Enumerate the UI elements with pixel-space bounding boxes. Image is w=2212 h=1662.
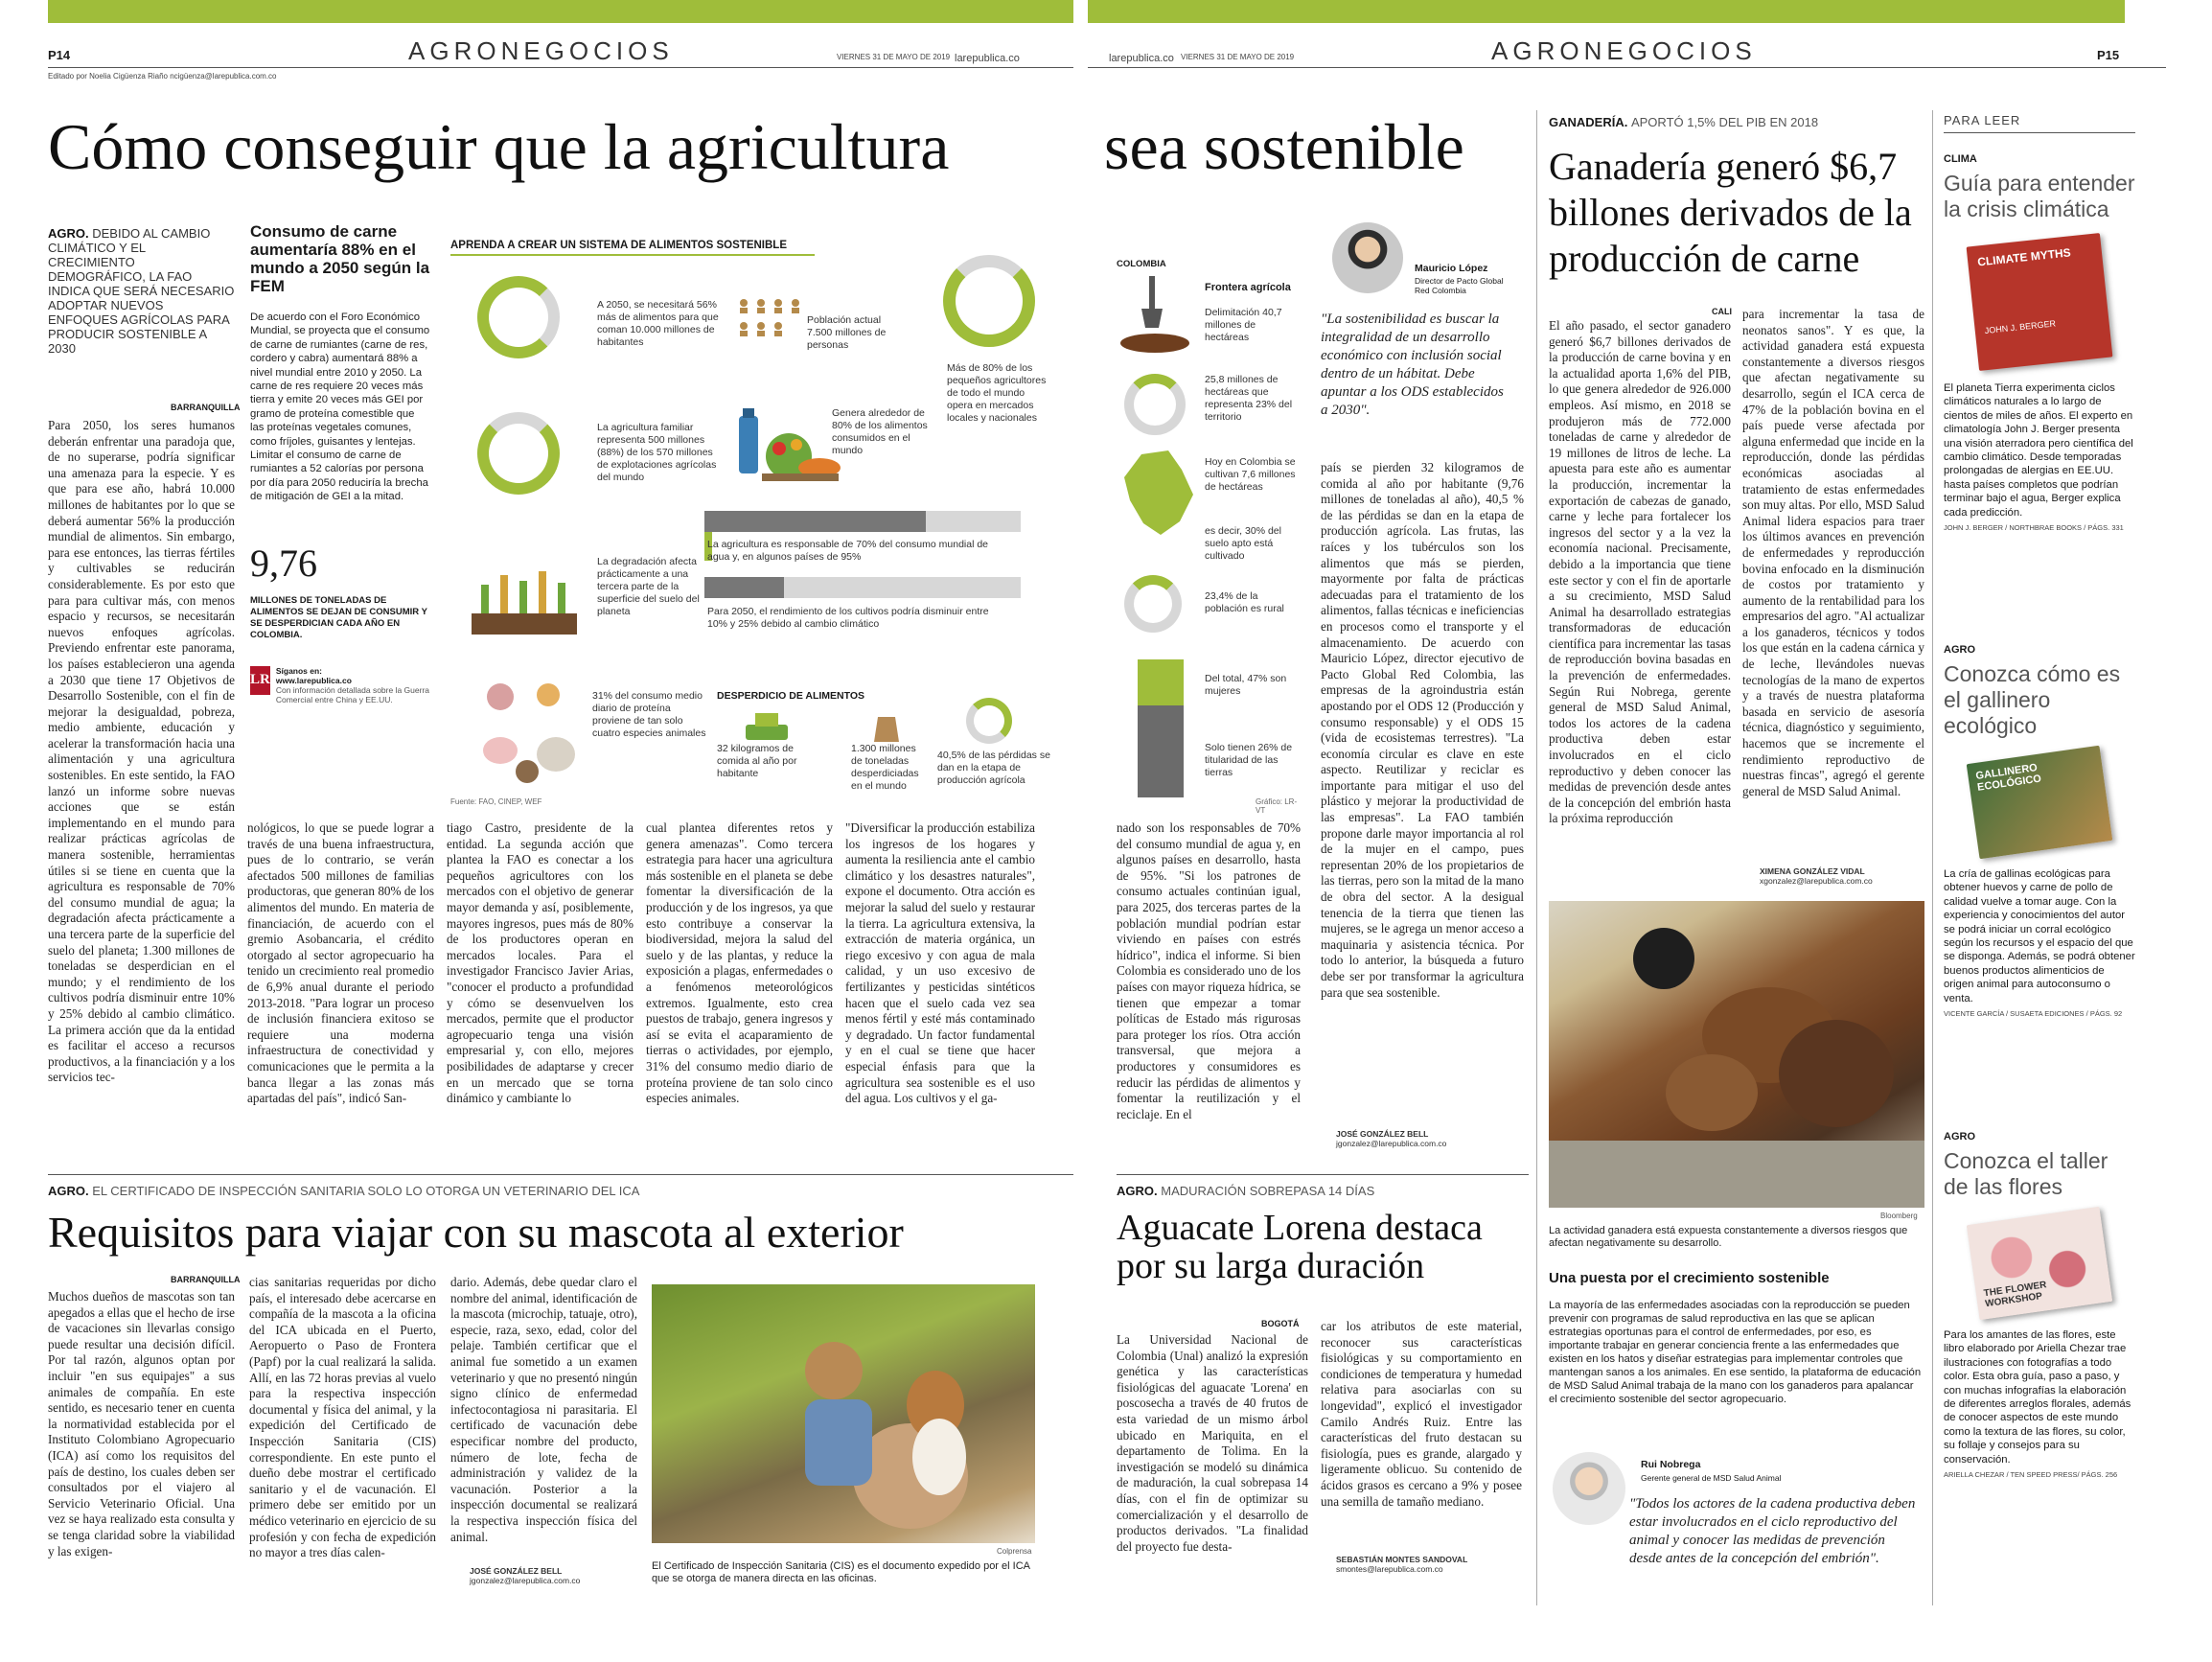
cattle-lead: APORTÓ 1,5% DEL PIB EN 2018 [1630, 115, 1819, 129]
infographic [450, 240, 1064, 811]
nobrega-quote: "Todos los actores de la cadena productiva deben estar involucrados en el ciclo reproductivo del animal y conocer las medidas de prevención desde antes de la concepción del embrión". [1629, 1496, 1916, 1566]
waste-3: 40,5% de las pérdidas se dan en la etapa de producción agrícola [937, 750, 1050, 786]
main-byline [1336, 1129, 1446, 1148]
avocado-col-1: La Universidad Nacional de Colombia (Unal) analizó la expresión genética y las características fisiológicas del aguacate 'Lorena' en poscosecha a través de 40 frutos de esta variedad de un mismo árbol ubicado en Mariquita, en el departamento de Tolima. En la investigación se modeló su dinámica de maduración, la cual sobrepasa 14 días, con el fin de optimizar su comercialización y el desarrollo de productos derivados. "La finalidad del proyecto fue desta- [1117, 1332, 1308, 1554]
frontier-title: Frontera agrícola [1205, 282, 1291, 293]
para-leer-header: PARA LEER [1944, 113, 2021, 127]
book-1-cover-title: CLIMATE MYTHS [1976, 245, 2072, 269]
pets-byline [470, 1566, 580, 1585]
colombia-map [1122, 450, 1195, 537]
avocado-lead: MADURACIÓN SOBREPASA 14 DÍAS [1161, 1184, 1375, 1198]
top-accent-bar-right [1088, 0, 2125, 23]
info-item-9: 31% del consumo medio diario de proteína proviene de tan solo cuatro especies animales [592, 690, 706, 739]
avocado-kicker: AGRO. [1117, 1184, 1158, 1198]
book-2 [1944, 644, 2135, 1018]
colombia-label: COLOMBIA [1117, 259, 1166, 269]
header-rule-left [48, 67, 1073, 68]
avocado-headline: Aguacate Lorena destaca por su larga duración [1117, 1208, 1483, 1286]
pets-headline: Requisitos para viajar con su mascota al exterior [48, 1208, 904, 1257]
pets-author: JOSÉ GONZÁLEZ BELL [470, 1566, 563, 1576]
page-number-right: P15 [2097, 48, 2120, 62]
avocado-kicker-line [1117, 1184, 1374, 1198]
women: Del total, 47% son mujeres [1205, 673, 1287, 697]
book-1-cover-author: JOHN J. BERGER [1984, 318, 2057, 336]
book-1-tag: CLIMA [1944, 153, 1977, 165]
book-3-cover-title: THE FLOWER WORKSHOP [1983, 1280, 2048, 1310]
cattle-col-1: El año pasado, el sector ganadero generó $6,7 billones derivados de la producción de carne bovina y en la actualidad aporta 1,6% del PIB, lo que genera alrededor de 926.000 empleos. Así mismo, en 2018 se produjeron más de 772.000 toneladas de carne y alrededor de 19 millones de litros de leche. La apuesta para este año es aumentar la producción, incrementar la exportación de cabezas de ganado, carne y leche para fortalecer los ingresos del sector y a la vez la economía nacional. Precisamente, debido a la importancia que tiene este sector y con el fin de aportarle a su crecimiento, MSD Salud Animal ha desarrollado estrategias transformadoras de educación científica para incrementar las tasas de reproducción bovina basadas en la prevención de enfermedades. Según Rui Nobrega, gerente general de MSD Salud Animal, todos los actores de la cadena productiva deben estar involucrados en el ciclo reproductivo y deben conocer las medidas de prevención desde antes de la concepción del embrión hasta la próxima reproducción [1549, 318, 1731, 826]
boy-dog-image [652, 1284, 1035, 1543]
book-3-tag: AGRO [1944, 1131, 1975, 1143]
cattle-box-text: La mayoría de las enfermedades asociadas con la reproducción se pueden prevenir con programas de salud reproductiva en las que se aplican estrategias oportunas para el control de enfermedades, por eso, es importante trabajar en generar conciencia frente a las enfermedades que existen en los hatos y diseñar estrategias para implementar controles que mantengan sanos a los animales. En ese sentido, la plataforma de educación de MSD Salud Animal trabaja de la mano con los ganaderos para apalancar el crecimiento sostenible del sector agropecuario. [1549, 1300, 1922, 1405]
divider-books [1932, 110, 1933, 1605]
cattle-author: XIMENA GONZÁLEZ VIDAL [1760, 866, 1865, 876]
book-3-text: Para los amantes de las flores, este libro elaborado por Ariella Chezar trae ilustraciones con fotografías a todo color. Esta obra guía, paso a paso, y con muchas infografías la elaboración de diferentes arreglos florales, además de conocer aspectos de este mundo como la textura de las flores, su color, su follaje y consejos para su conservación. [1944, 1329, 2131, 1466]
nobrega-role: Gerente general de MSD Salud Animal [1641, 1473, 1782, 1483]
book-1-title: Guía para entender la crisis climática [1944, 171, 2135, 221]
section-title-left: AGRONEGOCIOS [408, 36, 674, 65]
lopez-role: Director de Pacto Global Red Colombia [1415, 276, 1504, 295]
date-left: VIERNES 31 DE MAYO DE 2019 [837, 53, 951, 61]
pets-col-2: cias sanitarias requeridas por dicho país, el interesado debe acercarse en compañía de la mascota a la oficina del ICA ubicada en el Puerto, Aeropuerto o Paso de Frontera (Papf) por la cual realizará la salida. Allí, en las 72 horas previas al vuelo para la respectiva inspección documental y física del animal, y la expedición del Certificado de Inspección Sanitaria (CIS) correspondiente. En este punto el dueño debe mostrar el certificado sanitario y el de vacunación. El primero debe ser emitido por un médico veterinario en ejercicio de su profesión y con fecha de expedición no mayor a tres días calen- [249, 1275, 436, 1560]
cattle-byline [1760, 866, 1873, 886]
ring-88 [477, 412, 560, 495]
divider-cattle [1536, 110, 1537, 1605]
soil-icon [472, 556, 577, 636]
follow-box [250, 666, 430, 704]
book-3-credit: ARIELLA CHEZAR / TEN SPEED PRESS/ PÁGS. 256 [1944, 1470, 2118, 1480]
yield-bar-fill [704, 577, 784, 598]
cattle-author-email[interactable]: xgonzalez@larepublica.com.co [1760, 876, 1873, 886]
cultivated-pct: es decir, 30% del suelo apto está cultivado [1205, 525, 1281, 562]
avocado-rule [1117, 1174, 1529, 1175]
book-2-credit: VICENTE GARCÍA / SUSAETA EDICIONES / PÁGS. 92 [1944, 1009, 2123, 1019]
nobrega-name: Rui Nobrega [1641, 1459, 1701, 1470]
ring-56 [477, 276, 560, 358]
book-3-cover [1967, 1207, 2113, 1321]
people-icons [736, 297, 803, 347]
infographic-source: Fuente: FAO, CINEP, WEF [450, 797, 542, 806]
ring-80 [943, 255, 1035, 347]
main-col-4: cual plantea diferentes retos y genera amenazas". Como tercera estrategia para hacer una agricultura más sostenible en el planeta se debe fomentar la diversificación de la producción y de los ingresos, ya que esto contribuye a conservar la biodiversidad, mejora la salud del suelo y de las plantas, y reduce la exposición a plagas, enfermedades o a fenómenos meteorológicos extremos. Igualmente, esto crea puestos de trabajo, genera ingresos y así se evita el acaparamiento de tierras o actividades, por ejemplo, 31% del consumo medio diario de proteína proviene de tan solo cinco especies animales. [646, 820, 833, 1106]
cattle-photo [1549, 901, 1924, 1208]
cultivated: Hoy en Colombia se cultivan 7,6 millones de hectáreas [1205, 456, 1296, 493]
pets-dateline: BARRANQUILLA [171, 1275, 241, 1284]
avocado-dateline: BOGOTÁ [1261, 1319, 1300, 1328]
rural: 23,4% de la población es rural [1205, 590, 1284, 614]
section-title-right: AGRONEGOCIOS [1491, 36, 1757, 65]
waste-2: 1.300 millones de toneladas desperdiciadas en el mundo [851, 743, 919, 792]
ring-23-4 [1124, 575, 1182, 633]
ring-23 [1124, 374, 1186, 435]
info-item-7: La degradación afecta prácticamente a una tercera parte de la superficie del suelo del planeta [597, 556, 700, 617]
main-col-7: país se pierden 32 kilogramos de comida al año por habitante (9,76 millones de toneladas al año), 40,5 % de las pérdidas se dan en la etapa de producción agrícola. Las frutas, las raíces y los tubérculos son los alimentos que más se pierden, mayormente por falta de prácticas adecuadas para el tratamiento de los alimentos, fallas técnicas e ineficiencias en procesos como el transporte y el almacenamiento. De acuerdo con Mauricio López, director ejecutivo de Pacto Global Red Colombia, las empresas de la agroindustria están apostando por el ODS 12 (Producción y consumo responsable) y el ODS 15 (vida de ecosistemas terrestres). "La economía circular es clave en este aspecto. Reutilizar y reciclar es importante para mitigar el uso del plástico y mejorar la productividad de las empresas". La FAO también propone darle mayor importancia al rol de la mujer en el campo, pues representan 20% de los propietarios de las tierras, pero son la mitad de la mano de obra del sector. A la desigual tenencia de la tierra que tienen las mujeres, se le agrega un menor acceso a maquinaria y asistencia técnica. Por todo lo anterior, la búsqueda a futuro debe ser por transformar la agricultura para que sea sostenible. [1321, 460, 1524, 1000]
avocado-author: SEBASTIÁN MONTES SANDOVAL [1336, 1555, 1468, 1564]
main-lead [48, 226, 235, 356]
avocado-byline [1336, 1555, 1467, 1574]
lopez-quote: "La sostenibilidad es buscar la integralidad de un desarrollo económico con inclusión social dentro de un hábitat. Debe apuntar a los ODS establecidos a 2030". [1321, 312, 1504, 418]
header-rule-right [1088, 67, 2166, 68]
colombia-panel [1117, 259, 1299, 815]
info-item-5: Genera alrededor de 80% de los alimentos consumidos en el mundo [832, 407, 928, 456]
land: Solo tienen 26% de titularidad de las tierras [1205, 742, 1293, 778]
main-dateline: BARRANQUILLA [171, 403, 241, 412]
book-1 [1944, 153, 2135, 532]
cattle-caption: La actividad ganadera está expuesta constantemente a diversos riesgos que afectan negativamente su desarrollo. [1549, 1225, 1908, 1249]
book-3-title: Conozca el taller de las flores [1944, 1148, 2108, 1199]
graphics-credit: Gráfico: LR-VT [1256, 797, 1298, 815]
site-right[interactable]: larepublica.co [1109, 53, 1174, 64]
lr-logo: LR [250, 666, 270, 695]
cattle-photo-credit: Bloomberg [1880, 1212, 1918, 1220]
main-col-3: tiago Castro, presidente de la entidad. La segunda acción que plantea la FAO es conectar a los pequeños agricultores con los mercados con el objetivo de generar mayor demanda y así, posiblemente, mayores ingresos, pues más de 80% de los productores operan en mercados locales. Para el investigador Francisco Javier Arias, "conocer el producto a profundidad y cómo se desenvuelven los mercados, permite que el productor agropecuario tenga una visión empresarial y, con ello, mejores posibilidades de adaptarse y crecer en un mercado que se torna dinámico y cambiante lo [447, 820, 634, 1106]
top-accent-bar-left [48, 0, 1073, 23]
main-col-2: nológicos, lo que se puede lograr a través de una buena infraestructura, pues de lo contrario, se verán afectados 500 millones de familias productoras, que generan 80% de los alimentos del mundo. En materia de financiación, de acuerdo con el gremio Asobancaria, el crédito otorgado al sector agropecuario ha tenido un crecimiento real promedio de 6,9% anual durante el periodo 2013-2018. "Para lograr un proceso de inclusión financiera exitoso se requiere una moderna infraestructura de conectividad y comunicaciones que le permita a la banca llegar a las zonas más apartadas del país", indicó San- [247, 820, 434, 1106]
cattle-col-2: para incrementar la tasa de neonatos sanos". Y es que, la actividad ganadera está expuesta constantemente a diversos riesgos que afectan negativamente su desarrollo, según el ICA cerca de 47% de la población bovina en el país puede verse afectada por alguna enfermedad que incide en la reproducción, donde las pérdidas económicas asociadas al tratamiento de estas enfermedades son muy altas. Por ello, MSD Salud Animal lidera espacios para traer los últimos avances en prevención de enfermedades y reproducción bovina enfocado en la disminución de costos por tratamiento y aumento de la rentabilidad para los empresarios del agro. "Al actualizar a los ganaderos, técnicos y todos los que están en la cadena cárnica y de leche, llevándoles nuevas tecnologías de la mano de expertos y a través de nuestra plataforma basada en servicio de asesoría técnica, diagnóstico y seguimiento, hacemos que se incremente el rendimiento reproductivo de nuestras fincas", agregó el gerente general de MSD Salud Animal. [1742, 307, 1924, 798]
pets-col-3: dario. Además, debe quedar claro el nombre del animal, identificación de la mascota (microchip, tatuaje, otro), especie, raza, sexo, edad, color del pelaje. También certificar que el animal fue sometido a un examen veterinario y que no presentó ningún signo clínico de enfermedad infectocontagiosa ni parasitaria. El certificado de vacunación debe especificar nombre del producto, número de lote, fecha de administración y validez de la vacunación. Posterior a la inspección documental se realizará la respectiva inspección física del animal. [450, 1275, 637, 1544]
land-bar [1138, 705, 1184, 797]
info-item-6: La agricultura es responsable de 70% del consumo mundial de agua y, en algunos países de 95% [707, 539, 989, 563]
info-item-3: Más de 80% de los pequeños agricultores de todo el mundo opera en mercados locales y nacionales [947, 362, 1047, 424]
pets-rule [48, 1174, 1073, 1175]
sack-icon [872, 709, 901, 742]
follow-label: Síganos en: [275, 665, 323, 676]
avocado-author-email[interactable]: smontes@larepublica.com.co [1336, 1564, 1443, 1574]
cattle-kicker: GANADERÍA. [1549, 115, 1628, 129]
waste-title: DESPERDICIO DE ALIMENTOS [717, 690, 865, 702]
scale-icon [738, 707, 795, 742]
pets-author-email[interactable]: jgonzalez@larepublica.com.co [470, 1576, 581, 1585]
site-left[interactable]: larepublica.co [955, 53, 1020, 64]
avocado-col-2: car los atributos de este material, reconocer sus características fisiológicas y su comportamiento en condiciones de temperatura y humedad relativa para asociarlas con su longevidad", explicó el investigador Camilo Andrés Ruiz. Entre las características del fruto destacan su fisiología, pues es grande, alargado y ligeramente oblicuo. Su contenido de ácidos grasos es cercano a 9% y posee una semilla de tamaño mediano. [1321, 1319, 1522, 1509]
pets-kicker-line [48, 1184, 639, 1198]
book-1-text: El planeta Tierra experimenta ciclos climáticos naturales a lo largo de cientos de miles de años. El experto en climatología John J. Berger presenta una visión aterradora pero científica del cambio climático. Desde temporadas prolongadas de alergias en EE.UU. hasta países completos que podrían terminar bajo el agua, Berger explica cada predicción. [1944, 382, 2133, 519]
book-2-text: La cría de gallinas ecológicas para obtener huevos y carne de pollo de calidad vuelve a tomar auge. Con la experiencia y conocimientos del autor se podrá iniciar un corral ecológico según los recursos y el espacio del que se disponga. Además, se podrá obtener buenos productos alimenticios de origen animal para autoconsumo o venta. [1944, 868, 2135, 1004]
para-leer-rule [1944, 132, 2135, 133]
lopez-avatar [1332, 222, 1403, 293]
book-1-credit: JOHN J. BERGER / NORTHBRAE BOOKS / PÁGS. 331 [1944, 523, 2124, 533]
cattle-kicker-line [1549, 115, 1818, 129]
book-2-cover-title: GALLINERO ECOLÓGICO [1974, 762, 2042, 794]
main-col-1: Para 2050, los seres humanos deberán enfrentar una paradoja que, de no superarse, podría significar una amenaza para la especie. Y es que para ese año, habrá 10.000 millones de habitantes por lo que se deberá aumentar 56% la producción mundial de alimentos. Sin embargo, para ese entonces, las tierras fértiles y cultivables se reducirán considerablemente. Es por esto que para para cultivar más, con menos espacio y recursos, se necesitarán nuevos enfoques agrícolas. Previendo enfrentar este panorama, los países establecieron una agenda a 2030 que tiene 17 Objetivos de Desarrollo Sostenible, con el fin de mejorar la desigualdad, pobreza, medio ambiente, educación y acelerar la transformación hacia una alimentación y una agricultura sostenibles. En este sentido, la FAO lanzó un informe sobre nuevas acciones que se están implementando en el mundo para realizar prácticas agrícolas de manera sostenible, herramientas útiles si se tiene en cuenta que la agricultura es responsable de 70% del consumo mundial de agua; la degradación afecta prácticamente a una tercera parte de la superficie del suelo del planeta; 1.300 millones de toneladas se desperdician en el mundo; y el rendimiento de los cultivos podría disminuir entre 10% y 25% debido al cambio climático. La primera acción que da la entidad es facilitar el acceso a recursos productivos, a la financiación y a los servicios tec- [48, 418, 235, 1085]
meat-sidebar [250, 222, 430, 704]
book-2-tag: AGRO [1944, 644, 1975, 656]
book-2-title: Conozca cómo es el gallinero ecológico [1944, 661, 2121, 738]
nobrega-avatar [1553, 1452, 1625, 1525]
animals-icon [472, 676, 587, 791]
follow-site[interactable]: www.larepublica.co [275, 675, 352, 685]
pets-photo [652, 1284, 1035, 1543]
editor-credit: Editado por Noelia Cigüenza Riaño ncigüenza@larepublica.com.co [48, 72, 277, 81]
pets-col-1: Muchos dueños de mascotas son tan apegados a ellas que el hecho de irse de vacaciones sin llevarlas consigo puede resultar una decisión difícil. Por tal razón, algunos optan por incluir "en sus equipajes" a sus animales de compañía. En este sentido, es necesario tener en cuenta la normatividad establecida por el Instituto Colombiano Agropecuario (ICA) así como los requisitos del país de destino, los cuales deben ser consultados por el viajero al Servicio Veterinario Oficial. Una vez se haya realizado esta consulta y se tenga claridad sobre la viabilidad y las exigen- [48, 1289, 235, 1558]
women-bar [1138, 659, 1184, 705]
page-number-left: P14 [48, 48, 71, 62]
main-author-email[interactable]: jgonzalez@larepublica.com.co [1336, 1139, 1447, 1148]
main-col-5: "Diversificar la producción estabiliza los ingresos de los hogares y aumenta la resiliencia ante el cambio climático y los desastres naturales", expone el documento. Otra acción es mejorar la salud del suelo y restaurar la tierra. La agricultura extensiva, la extracción de materia orgánica, un riego excesivo y con agua de mala calidad, y un uso excesivo de fertilizantes y pesticidas sintéticos hacen que el suelo cada vez sea menos fértil y esté más contaminado y degradado. Un factor fundamental y en el cual se tiene que hacer especial énfasis para que la agricultura sea sostenible es el uso del agua. Los cultivos y el ga- [845, 820, 1035, 1106]
cattle-dateline: CALI [1712, 307, 1732, 316]
ring-40 [966, 698, 1012, 744]
shovel-icon [1117, 276, 1193, 353]
cattle-image [1549, 901, 1924, 1208]
pets-lead: EL CERTIFICADO DE INSPECCIÓN SANITARIA SOLO LO OTORGA UN VETERINARIO DEL ICA [92, 1184, 640, 1198]
main-headline-right: sea sostenible [1104, 110, 1464, 183]
big-number-caption: MILLONES DE TONELADAS DE ALIMENTOS SE DEJAN DE CONSUMIR Y SE DESPERDICIAN CADA AÑO EN COLOMBIA. [250, 594, 427, 640]
food-icon [733, 404, 848, 487]
people-icon [736, 297, 803, 347]
pets-kicker: AGRO. [48, 1184, 89, 1198]
info-item-1: A 2050, se necesitará 56% más de alimentos para que coman 10.000 millones de habitantes [597, 299, 719, 348]
big-number: 9,76 [250, 541, 317, 585]
book-2-cover [1967, 746, 2113, 860]
info-item-2: Población actual 7.500 millones de personas [807, 314, 887, 351]
main-col-6: nado son los responsables de 70% del consumo mundial de agua y, en algunos países en desarrollo, hasta de 95%. "Si los patrones de consumo actuales continúan igual, para 2025, dos terceras partes de la población mundial podrían estar viviendo en países con estrés hídrico", indica el informe. Si bien Colombia es considerado uno de los países con mayor riqueza hídrica, se tienen que empezar a tomar políticas de Estado más rigurosas para proteger los ríos. Otra acción transversal, que mejora a productores y consumidores es reducir las pérdidas de alimentos y fomentar la reutilización y el reciclaje. En el [1117, 820, 1301, 1121]
lopez-name: Mauricio López [1415, 263, 1488, 274]
frontier-1: Delimitación 40,7 millones de hectáreas [1205, 307, 1282, 343]
cattle-headline: Ganadería generó $6,7 billones derivados de la producción de carne [1549, 145, 1912, 280]
main-lead-text: DEBIDO AL CAMBIO CLIMÁTICO Y EL CRECIMIENTO DEMOGRÁFICO, LA FAO INDICA QUE SERÁ NECESARIO ADOPTAR NUEVOS ENFOQUES AGRÍCOLAS PARA PRODUCIR SOSTENIBLE A 2030 [48, 226, 235, 356]
water-bar-fill [704, 511, 926, 532]
infographic-title: APRENDA A CREAR UN SISTEMA DE ALIMENTOS SOSTENIBLE [450, 240, 815, 256]
date-right: VIERNES 31 DE MAYO DE 2019 [1181, 53, 1295, 61]
pets-photo-credit: Colprensa [997, 1547, 1032, 1556]
frontier-2: 25,8 millones de hectáreas que representa 23% del territorio [1205, 374, 1293, 423]
main-author: JOSÉ GONZÁLEZ BELL [1336, 1129, 1429, 1139]
pets-caption: El Certificado de Inspección Sanitaria (CIS) es el documento expedido por el ICA que se otorga de manera directa en las oficinas. [652, 1560, 1030, 1584]
follow-note: Con información detallada sobre la Guerra Comercial entre China y EE.UU. [275, 684, 430, 704]
meat-sidebar-text: De acuerdo con el Foro Económico Mundial, se proyecta que el consumo de carne de rumiantes (carne de res, cordero y cabra) aumentará 88% a nivel mundial entre 2010 y 2050. La carne de res requiere 20 veces más tierra y emite 20 veces más GEI por gramo de proteína comestible que las proteínas vegetales comunes, como fríjoles, guisantes y lentejas. Limitar el consumo de carne de rumiantes a 52 calorías por persona por día para 2050 reduciría la brecha de mitigación de GEI a la mitad. [250, 312, 430, 503]
info-item-8: Para 2050, el rendimiento de los cultivos podría disminuir entre 10% y 25% debido al cambio climático [707, 606, 989, 630]
water-bar-70 [704, 511, 1021, 532]
main-kicker: AGRO. [48, 226, 89, 241]
book-3 [1944, 1131, 2135, 1479]
meat-sidebar-title: Consumo de carne aumentaría 88% en el mundo a 2050 según la FEM [250, 222, 430, 295]
yield-bar [704, 577, 1021, 598]
waste-1: 32 kilogramos de comida al año por habitante [717, 743, 797, 779]
main-headline-left: Cómo conseguir que la agricultura [48, 110, 950, 183]
book-1-cover [1967, 233, 2113, 371]
cattle-box-title: Una puesta por el crecimiento sostenible [1549, 1270, 1830, 1286]
info-item-4: La agricultura familiar representa 500 millones (88%) de los 570 millones de explotaciones agrícolas del mundo [597, 422, 717, 483]
